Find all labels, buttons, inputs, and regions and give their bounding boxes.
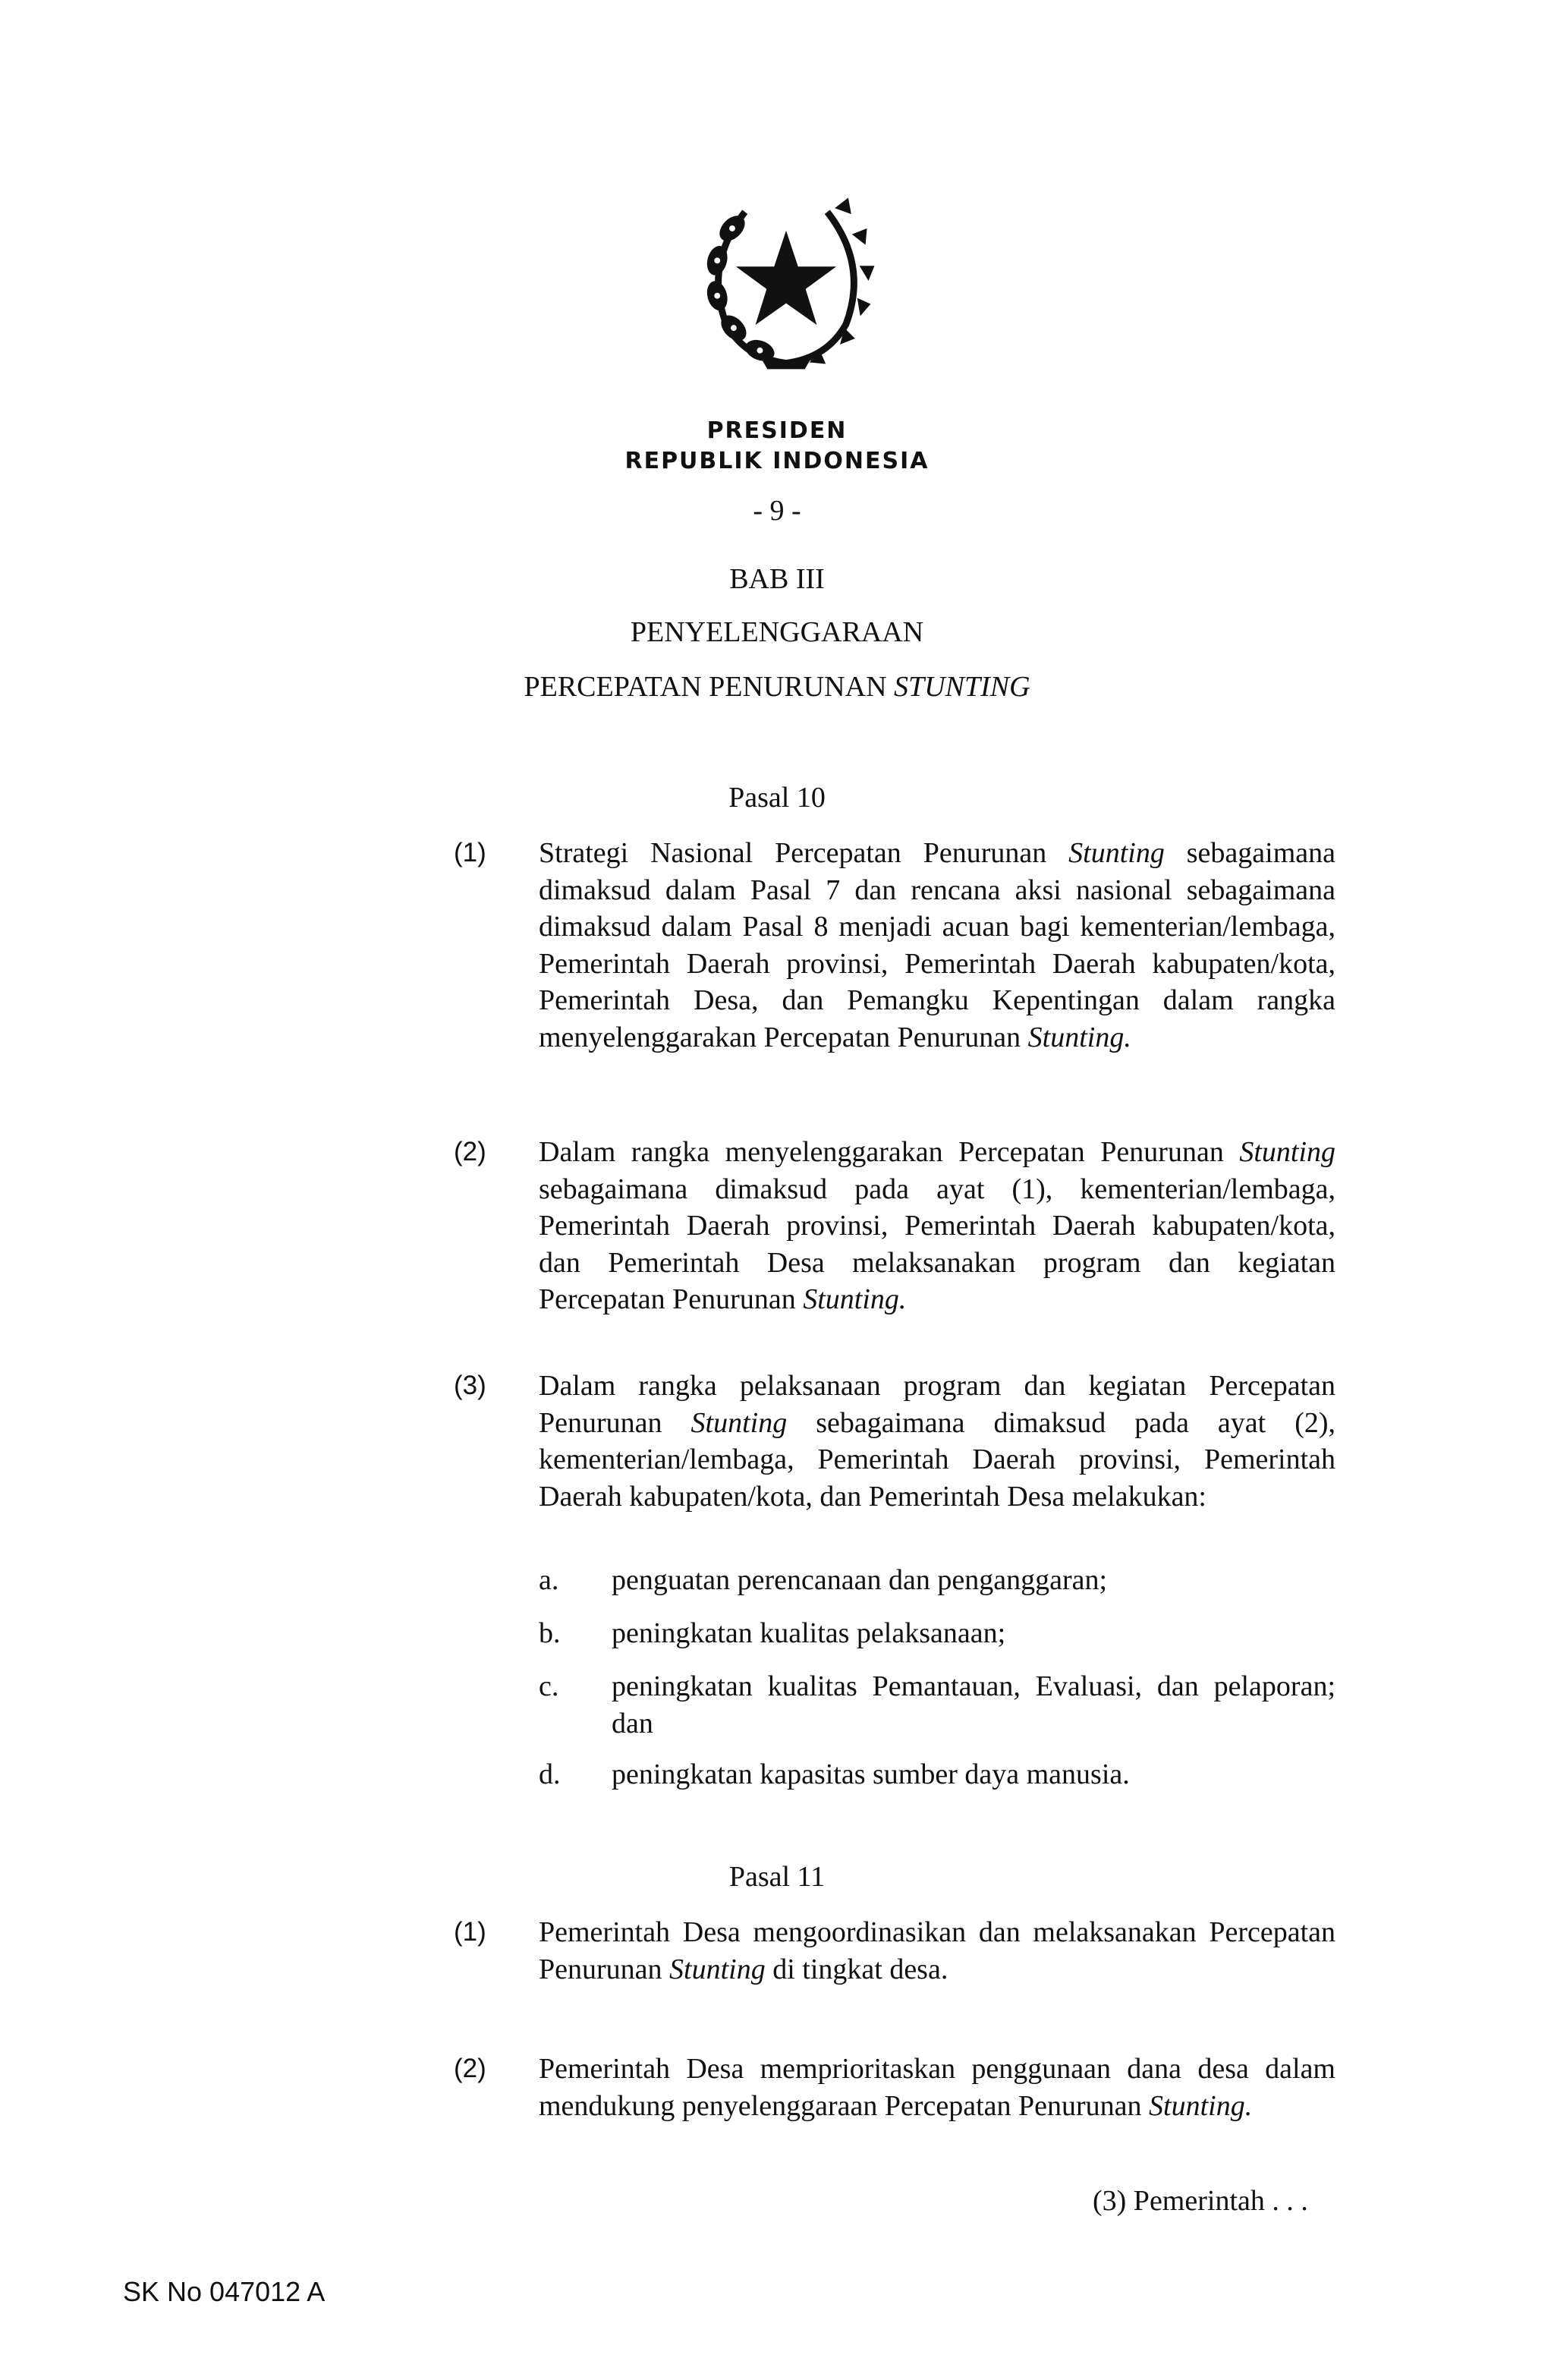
pasal-10-item-2-text: Dalam rangka menyelenggarakan Percepatan Penurunan Stunting sebagaimana dimaksud pada ayat (1), kementerian/lembaga, Pemerintah Daerah provinsi, Pemerintah Daerah kabupaten/kota, dan Pemerintah Desa melaksanakan program dan kegiatan Percepatan Penurunan Stunting. (539, 1136, 1336, 1315)
chapter-number: BAB III (729, 563, 825, 595)
pasal-11-item-1-text: Pemerintah Desa mengoordinasikan dan melaksanakan Percepatan Penurunan Stunting di tingkat desa. (539, 1916, 1335, 1985)
pasal-10-subitem-b-text: peningkatan kualitas pelaksanaan; (612, 1617, 1006, 1649)
pasal-10-subitem-b-letter: b. (539, 1617, 561, 1649)
pasal-11-title: Pasal 11 (728, 1861, 826, 1893)
pasal-10-item-3-text: Dalam rangka pelaksanaan program dan kegiatan Percepatan Penurunan Stunting sebagaimana dimaksud pada ayat (2), kementerian/lembaga, Pemerintah Daerah provinsi, Pemerintah Daerah kabupaten/kota, dan Pemerintah Desa melakukan: (539, 1370, 1336, 1513)
pasal-10-item-2-number: (2) (454, 1137, 486, 1166)
page-number: - 9 - (753, 495, 801, 527)
pasal-11-item-2-number: (2) (454, 2054, 486, 2083)
pasal-10-item-1-text: Strategi Nasional Percepatan Penurunan Stunting sebagaimana dimaksud dalam Pasal 7 dan rencana aksi nasional sebagaimana dimaksud dalam Pasal 8 menjadi acuan bagi kementerian/lembaga, Pemerintah Daerah provinsi, Pemerintah Daerah kabupaten/kota, Pemerintah Desa, dan Pemangku Kepentingan dalam rangka menyelenggarakan Percepatan Penurunan Stunting. (539, 837, 1335, 1053)
header-republik: REPUBLIK INDONESIA (624, 448, 930, 474)
chapter-title-line2: PERCEPATAN PENURUNAN STUNTING (524, 671, 1030, 703)
pasal-10-item-1-number: (1) (454, 838, 486, 867)
pasal-11-item-1-number: (1) (454, 1917, 486, 1947)
pasal-10-title: Pasal 10 (728, 782, 826, 814)
pasal-10-subitem-c-text: peningkatan kualitas Pemantauan, Evaluasi, dan pelaporan; dan (612, 1670, 1335, 1739)
catchword: (3) Pemerintah . . . (1093, 2185, 1308, 2217)
pasal-10-subitem-d-text: peningkatan kapasitas sumber daya manusia. (612, 1758, 1130, 1790)
pasal-10-subitem-a-letter: a. (539, 1564, 559, 1596)
chapter-title-line1: PENYELENGGARAAN (630, 616, 924, 648)
header-presiden: PRESIDEN (706, 417, 848, 444)
pasal-10-subitem-a-text: penguatan perencanaan dan penganggaran; (612, 1564, 1108, 1596)
pasal-10-subitem-c-letter: c. (539, 1670, 559, 1702)
pasal-11-item-2-text: Pemerintah Desa memprioritaskan penggunaan dana desa dalam mendukung penyelenggaraan Percepatan Penurunan Stunting. (539, 2053, 1335, 2122)
state-emblem-icon (674, 167, 898, 392)
pasal-10-subitem-d-letter: d. (539, 1758, 561, 1790)
pasal-10-item-3-number: (3) (454, 1371, 486, 1400)
footer-sk-number: SK No 047012 A (123, 2276, 326, 2307)
